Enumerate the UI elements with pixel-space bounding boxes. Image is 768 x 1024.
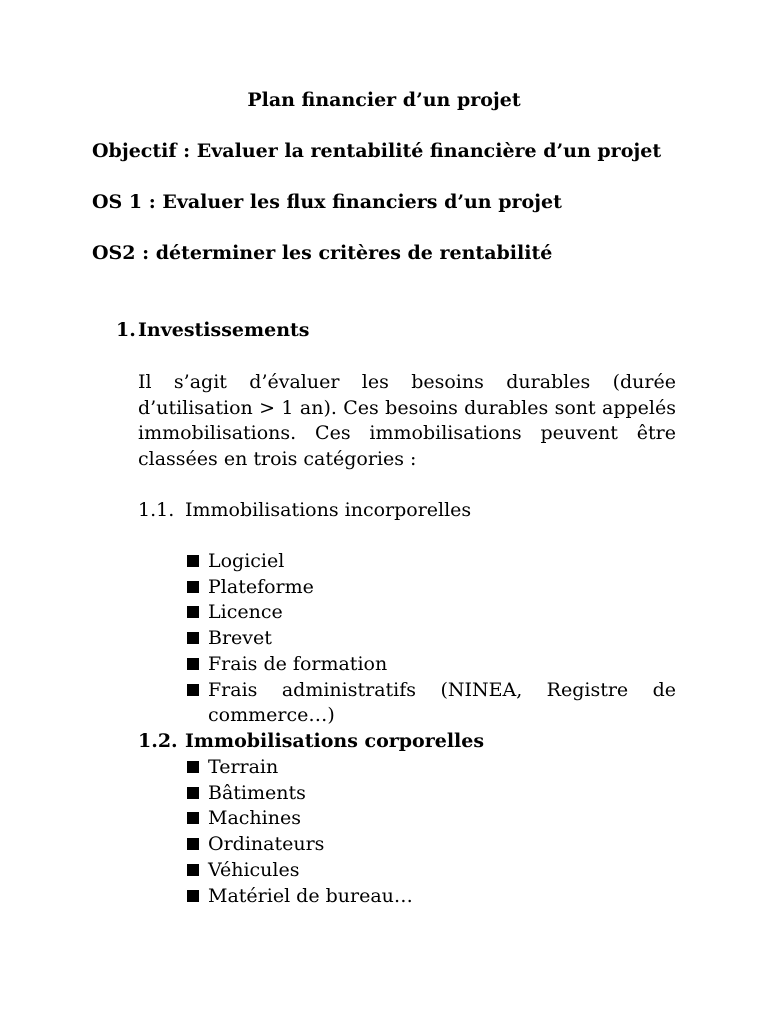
square-bullet-icon xyxy=(187,658,199,670)
objective-specific-2: OS2 : déterminer les critères de rentabilité xyxy=(92,242,553,264)
subsection-heading-corporelles xyxy=(138,729,484,755)
list-item: Terrain xyxy=(185,755,676,781)
square-bullet-icon xyxy=(187,864,199,876)
list-item: Logiciel xyxy=(185,549,676,575)
list-item: Brevet xyxy=(185,626,676,652)
list-corporelles xyxy=(185,755,676,909)
square-bullet-icon xyxy=(187,555,199,567)
square-bullet-icon xyxy=(187,838,199,850)
list-item: Frais administratifs (NINEA, Registre de commerce…) xyxy=(185,678,676,729)
square-bullet-icon xyxy=(187,581,199,593)
subsection-heading-incorporelles xyxy=(138,498,471,524)
square-bullet-icon xyxy=(187,606,199,618)
section-intro-paragraph: Il s’agit d’évaluer les besoins durables (durée d’utilisation > 1 an). Ces besoins durables sont appelés immobilisations. Ces immobilisations peuvent être classées en trois catégories : xyxy=(138,371,676,471)
subsection-number: 1.1. xyxy=(138,499,175,521)
section-heading-investissements xyxy=(116,318,309,344)
objective-specific-1: OS 1 : Evaluer les flux financiers d’un projet xyxy=(92,191,562,213)
subsection-title: Immobilisations corporelles xyxy=(185,730,485,752)
list-incorporelles xyxy=(185,549,676,729)
square-bullet-icon xyxy=(187,890,199,902)
subsection-title: Immobilisations incorporelles xyxy=(185,499,472,521)
square-bullet-icon xyxy=(187,632,199,644)
document-title: Plan financier d’un projet xyxy=(247,89,521,111)
square-bullet-icon xyxy=(187,812,199,824)
square-bullet-icon xyxy=(187,787,199,799)
list-item: Plateforme xyxy=(185,575,676,601)
list-item: Véhicules xyxy=(185,858,676,884)
list-item: Frais de formation xyxy=(185,652,676,678)
square-bullet-icon xyxy=(187,761,199,773)
square-bullet-icon xyxy=(187,684,199,696)
section-title: Investissements xyxy=(138,319,310,341)
list-item: Ordinateurs xyxy=(185,832,676,858)
section-number: 1. xyxy=(116,319,136,341)
list-item: Licence xyxy=(185,600,676,626)
list-item: Machines xyxy=(185,806,676,832)
list-item: Matériel de bureau… xyxy=(185,884,676,910)
list-item: Bâtiments xyxy=(185,781,676,807)
subsection-number: 1.2. xyxy=(138,730,178,752)
objective-general: Objectif : Evaluer la rentabilité financière d’un projet xyxy=(92,140,662,162)
